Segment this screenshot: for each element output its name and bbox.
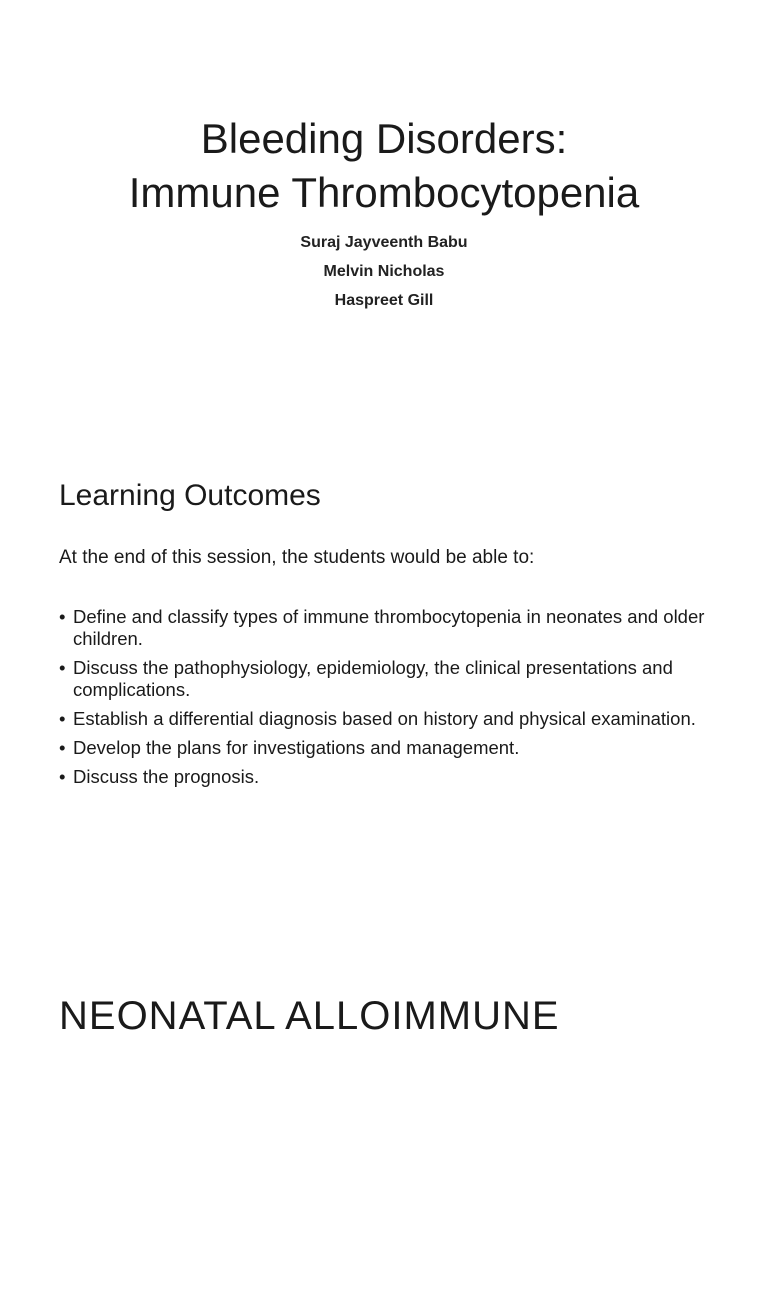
bullet-icon: •: [59, 737, 66, 758]
learning-outcomes-heading: Learning Outcomes: [59, 479, 321, 512]
learning-outcomes-slide: [0, 432, 768, 864]
learning-outcomes-intro: At the end of this session, the students would be able to:: [59, 547, 535, 568]
list-item-text: Establish a differential diagnosis based on history and physical examination.: [73, 708, 696, 729]
list-item-text: Develop the plans for investigations and management.: [73, 737, 520, 758]
list-item: [59, 766, 719, 788]
learning-outcomes-list: [59, 606, 719, 795]
author-name: Melvin Nicholas: [323, 263, 445, 280]
list-item: [59, 606, 719, 650]
title-line-1: Bleeding Disorders:: [200, 115, 568, 162]
bullet-icon: •: [59, 766, 66, 787]
bullet-icon: •: [59, 708, 66, 729]
neonatal-heading: NEONATAL ALLOIMMUNE: [59, 994, 560, 1038]
author-name: Suraj Jayveenth Babu: [300, 234, 468, 251]
presentation-title: [0, 112, 768, 220]
list-item: [59, 657, 719, 701]
author-list: [0, 228, 768, 315]
list-item: [59, 737, 719, 759]
list-item: [59, 708, 719, 730]
title-slide: [0, 0, 768, 432]
title-line-2: Immune Thrombocytopenia: [128, 169, 640, 216]
list-item-text: Define and classify types of immune thrombocytopenia in neonates and older children.: [73, 606, 705, 649]
list-item-text: Discuss the prognosis.: [73, 766, 260, 787]
bullet-icon: •: [59, 657, 66, 678]
author-name: Haspreet Gill: [334, 292, 434, 309]
list-item-text: Discuss the pathophysiology, epidemiology, the clinical presentations and complications.: [73, 657, 673, 700]
bullet-icon: •: [59, 606, 66, 627]
neonatal-slide: [0, 864, 768, 1296]
